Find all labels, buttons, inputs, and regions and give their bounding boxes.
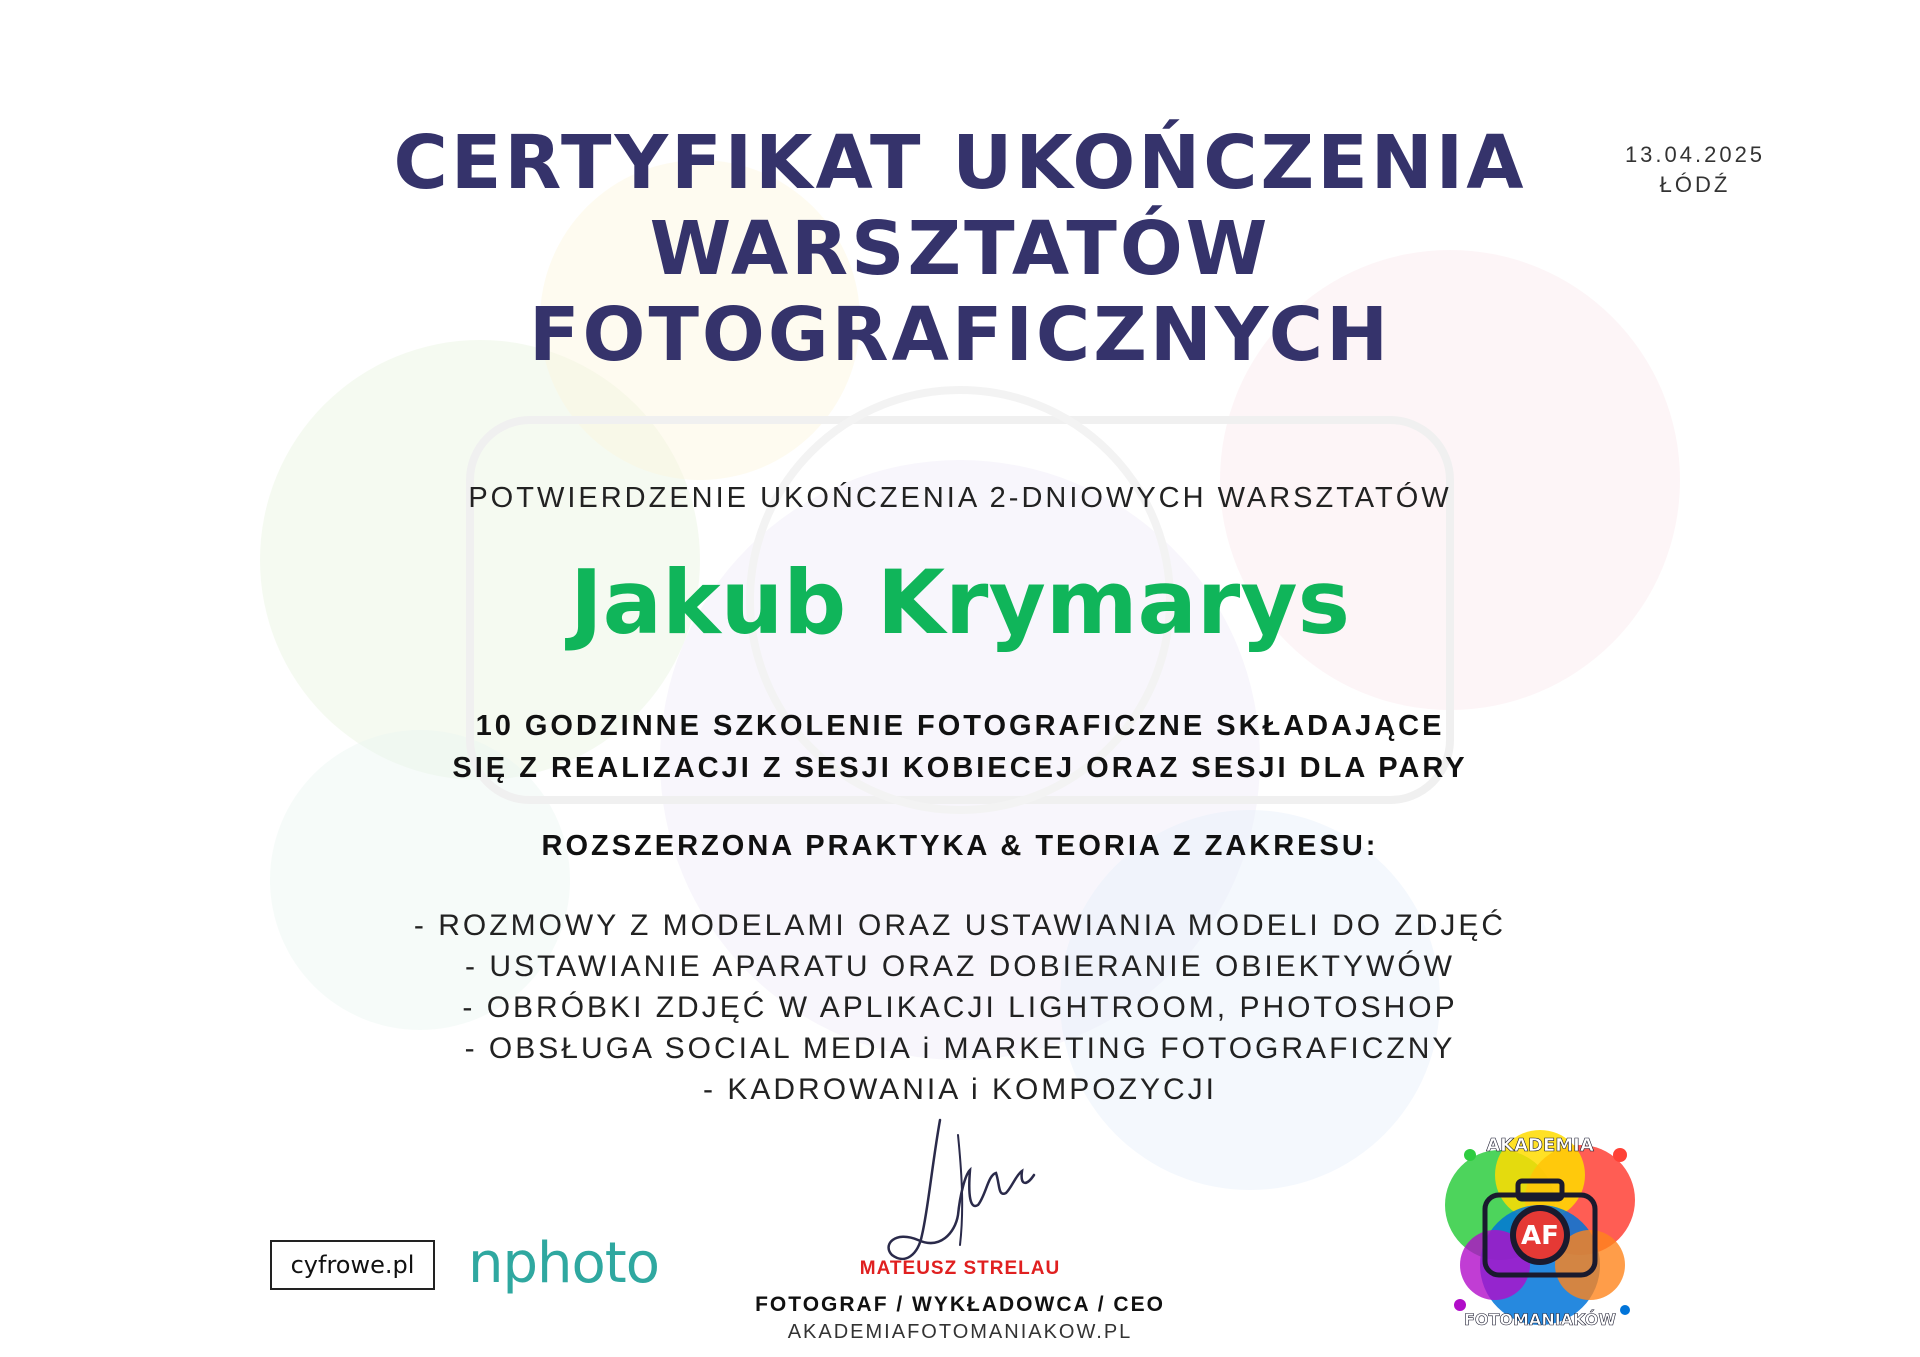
signer-name: MATEUSZ STRELAU xyxy=(859,1258,1061,1279)
cyfrowe-logo-text: cyfrowe.pl xyxy=(290,1251,415,1279)
badge-top-text: AKADEMIA xyxy=(1486,1135,1594,1156)
akademia-badge-logo xyxy=(1440,1115,1640,1340)
description-line-2: SIĘ Z REALIZACJI Z SESJI KOBIECEJ ORAZ SESJI DLA PARY xyxy=(452,752,1468,784)
certificate-date: 13.04.2025 xyxy=(1624,142,1766,167)
certificate-title xyxy=(330,120,1590,378)
date-location xyxy=(1595,140,1795,200)
topic-item: - OBRÓBKI ZDJĘĆ W APLIKACJI LIGHTROOM, PHOTOSHOP xyxy=(462,991,1458,1024)
topic-item: - OBSŁUGA SOCIAL MEDIA i MARKETING FOTOGRAFICZNY xyxy=(464,1032,1456,1065)
topic-item: - ROZMOWY Z MODELAMI ORAZ USTAWIANIA MODELI DO ZDJĘĆ xyxy=(413,909,1507,942)
description-line-1: 10 GODZINNE SZKOLENIE FOTOGRAFICZNE SKŁADAJĄCE xyxy=(475,710,1445,742)
nphoto-logo xyxy=(468,1228,668,1298)
signer-role: FOTOGRAF / WYKŁADOWCA / CEO xyxy=(755,1293,1165,1316)
title-line-1: CERTYFIKAT UKOŃCZENIA xyxy=(393,120,1527,206)
badge-bottom-text: FOTOMANIAKÓW xyxy=(1463,1310,1617,1329)
topic-item: - USTAWIANIE APARATU ORAZ DOBIERANIE OBIEKTYWÓW xyxy=(465,950,1455,983)
title-line-2: WARSZTATÓW xyxy=(649,206,1271,292)
badge-monogram: AF xyxy=(1521,1221,1559,1251)
signature xyxy=(870,1115,1040,1275)
certificate-subtitle: POTWIERDZENIE UKOŃCZENIA 2-DNIOWYCH WARSZTATÓW xyxy=(468,482,1452,514)
topics-heading: ROZSZERZONA PRAKTYKA & TEORIA Z ZAKRESU: xyxy=(541,830,1379,862)
topics-list xyxy=(260,905,1660,1110)
signer-website: AKADEMIAFOTOMANIAKOW.PL xyxy=(787,1321,1133,1343)
nphoto-logo-text: nphoto xyxy=(468,1230,660,1296)
topic-item: - KADROWANIA i KOMPOZYCJI xyxy=(703,1073,1217,1106)
recipient-name: Jakub Krymarys xyxy=(569,551,1351,654)
cyfrowe-logo xyxy=(270,1240,435,1290)
course-description xyxy=(260,705,1660,789)
title-line-3: FOTOGRAFICZNYCH xyxy=(529,292,1391,378)
certificate-city: ŁÓDŹ xyxy=(1659,172,1731,197)
